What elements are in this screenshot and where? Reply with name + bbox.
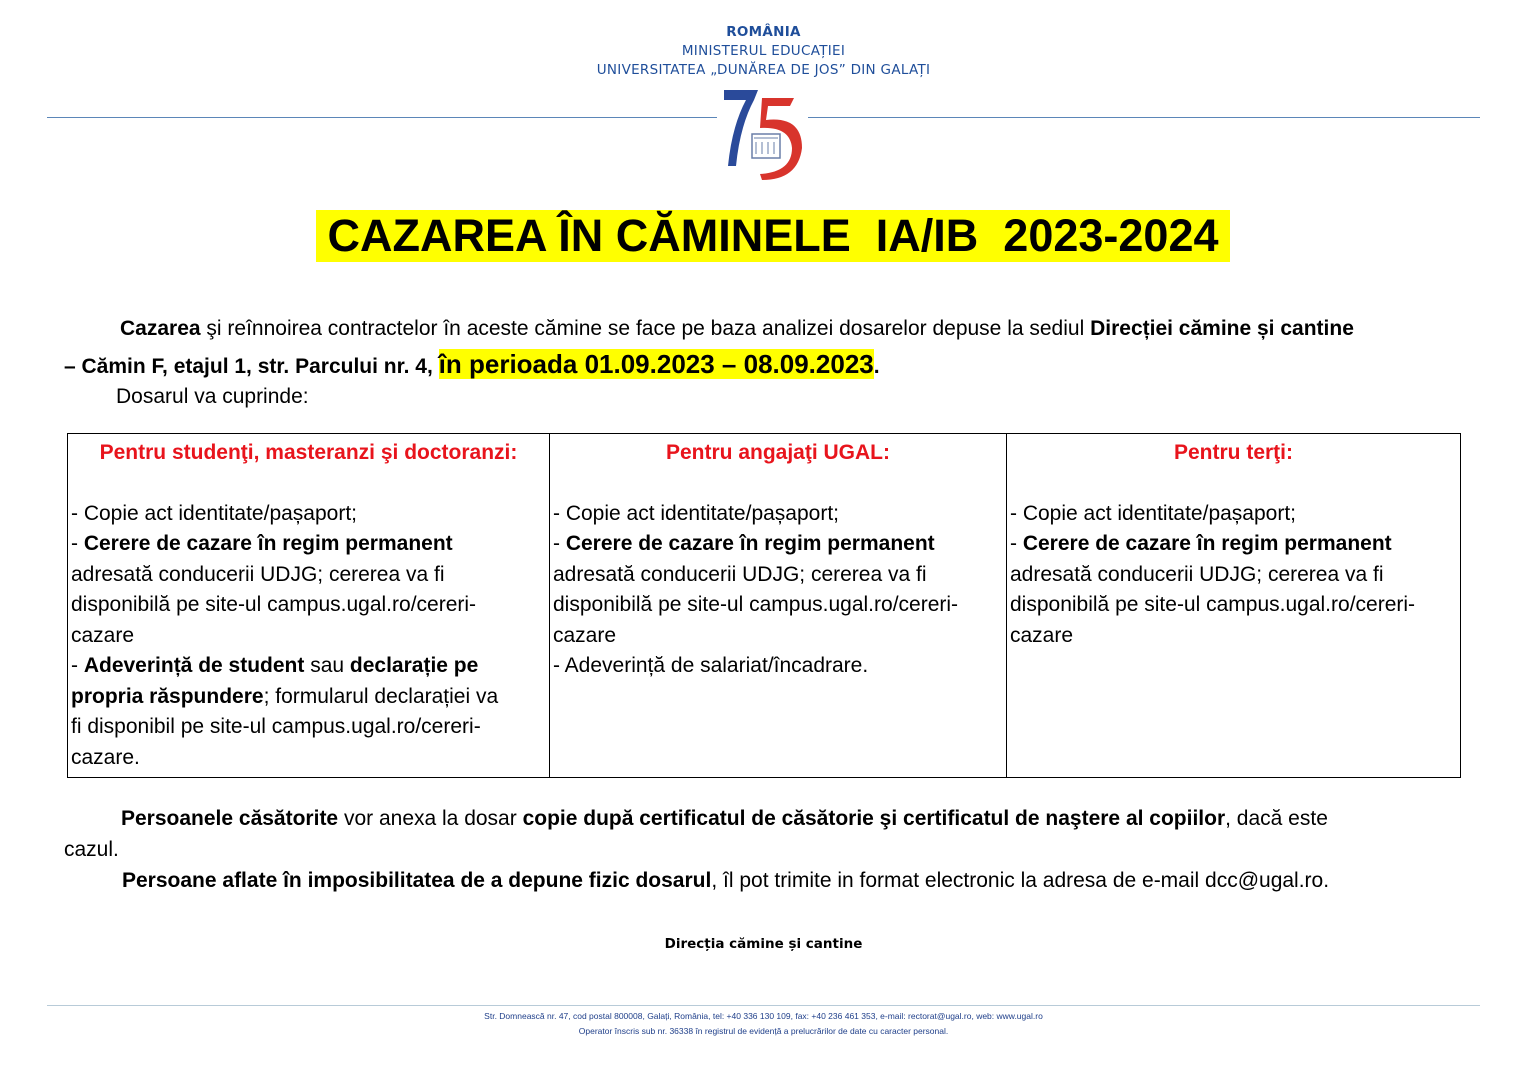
dosar-label: Dosarul va cuprinde: bbox=[116, 385, 309, 408]
signature: Direcția cămine și cantine bbox=[664, 936, 863, 952]
line: ; formularul declarației va bbox=[263, 684, 499, 708]
header-ministry: MINISTERUL EDUCAȚIEI bbox=[681, 43, 846, 59]
intro-bold-2: Direcției cămine și cantine bbox=[1090, 317, 1354, 340]
header-country: ROMÂNIA bbox=[726, 24, 801, 40]
married-bold-1: Persoanele căsătorite bbox=[121, 807, 339, 830]
footer-address: Str. Domnească nr. 47, cod postal 800008, Galați, România, tel: +40 336 130 109, fax: +40 236 461 353, e-mail: rectorat@ugal.ro, web: www.ugal.ro bbox=[484, 1011, 1043, 1021]
footer-operator: Operator înscris sub nr. 36338 în registrul de evidență a prelucrărilor de date cu caracter personal. bbox=[578, 1026, 949, 1036]
line: - bbox=[71, 654, 84, 677]
header-divider-right bbox=[808, 117, 1480, 118]
remote-text: , îl pot trimite in format electronic la adresa de e-mail dcc@ugal.ro. bbox=[711, 869, 1330, 892]
line: fi disponibil pe site-ul campus.ugal.ro/cereri- bbox=[71, 715, 481, 738]
line: - Copie act identitate/pașaport; bbox=[553, 501, 840, 525]
married-text-2: , dacă este bbox=[1225, 807, 1328, 830]
header-divider-left bbox=[47, 117, 717, 118]
line-bold: propria răspundere bbox=[71, 684, 264, 708]
line-bold: declarație pe bbox=[349, 654, 479, 677]
header-university: UNIVERSITATEA „DUNĂREA DE JOS” DIN GALAȚI bbox=[596, 62, 931, 78]
line: cazare. bbox=[71, 745, 140, 769]
remote-bold: Persoane aflate în imposibilitatea de a depune fizic dosarul bbox=[122, 869, 712, 892]
line: cazare bbox=[553, 623, 617, 647]
line: disponibilă pe site-ul campus.ugal.ro/cereri- bbox=[553, 593, 959, 616]
intro-period-highlight: în perioada 01.09.2023 – 08.09.2023 bbox=[438, 349, 874, 379]
column-header-students: Pentru studenţi, masteranzi şi doctoranzi: bbox=[99, 441, 518, 464]
line: - bbox=[71, 532, 84, 555]
intro-bold-1: Cazarea bbox=[120, 317, 201, 340]
line-bold: Cerere de cazare în regim permanent bbox=[1022, 532, 1392, 555]
line: - Copie act identitate/pașaport; bbox=[71, 501, 358, 525]
married-text-1: vor anexa la dosar bbox=[338, 807, 523, 830]
column-header-third-parties: Pentru terţi: bbox=[1173, 441, 1293, 464]
line: adresată conducerii UDJG; cererea va fi bbox=[1010, 562, 1384, 586]
column-employees bbox=[550, 434, 1007, 778]
line: sau bbox=[304, 654, 350, 677]
line: disponibilă pe site-ul campus.ugal.ro/cereri- bbox=[71, 593, 477, 616]
line: - Copie act identitate/pașaport; bbox=[1010, 501, 1297, 525]
intro-bold-3: – Cămin F, etajul 1, str. Parcului nr. 4, bbox=[64, 355, 433, 378]
column-header-employees: Pentru angajaţi UGAL: bbox=[665, 441, 891, 464]
intro-end: . bbox=[873, 355, 880, 378]
university-75-logo bbox=[718, 86, 810, 184]
line: adresată conducerii UDJG; cererea va fi bbox=[71, 562, 445, 586]
requirements-table bbox=[67, 433, 1461, 778]
footer-divider bbox=[47, 1005, 1480, 1006]
line-bold: Adeverință de student bbox=[83, 654, 305, 677]
married-text-3: cazul. bbox=[64, 838, 119, 861]
line: cazare bbox=[1010, 623, 1074, 647]
line-bold: Cerere de cazare în regim permanent bbox=[83, 532, 453, 555]
line: adresată conducerii UDJG; cererea va fi bbox=[553, 562, 927, 586]
line-bold: Cerere de cazare în regim permanent bbox=[565, 532, 935, 555]
line: - bbox=[553, 532, 566, 555]
line: cazare bbox=[71, 623, 135, 647]
column-students bbox=[68, 434, 550, 778]
line: disponibilă pe site-ul campus.ugal.ro/cereri- bbox=[1010, 593, 1416, 616]
married-bold-2: copie după certificatul de căsătorie şi certificatul de naştere al copiilor bbox=[522, 807, 1226, 830]
line: - Adeverință de salariat/încadrare. bbox=[553, 654, 869, 677]
line: - bbox=[1010, 532, 1023, 555]
column-third-parties bbox=[1007, 434, 1461, 778]
document-title: CAZAREA ÎN CĂMINELE IA/IB 2023-2024 bbox=[316, 210, 1230, 262]
intro-text-1: şi reînnoirea contractelor în aceste cămine se face pe baza analizei dosarelor depuse la sediul bbox=[200, 317, 1091, 340]
